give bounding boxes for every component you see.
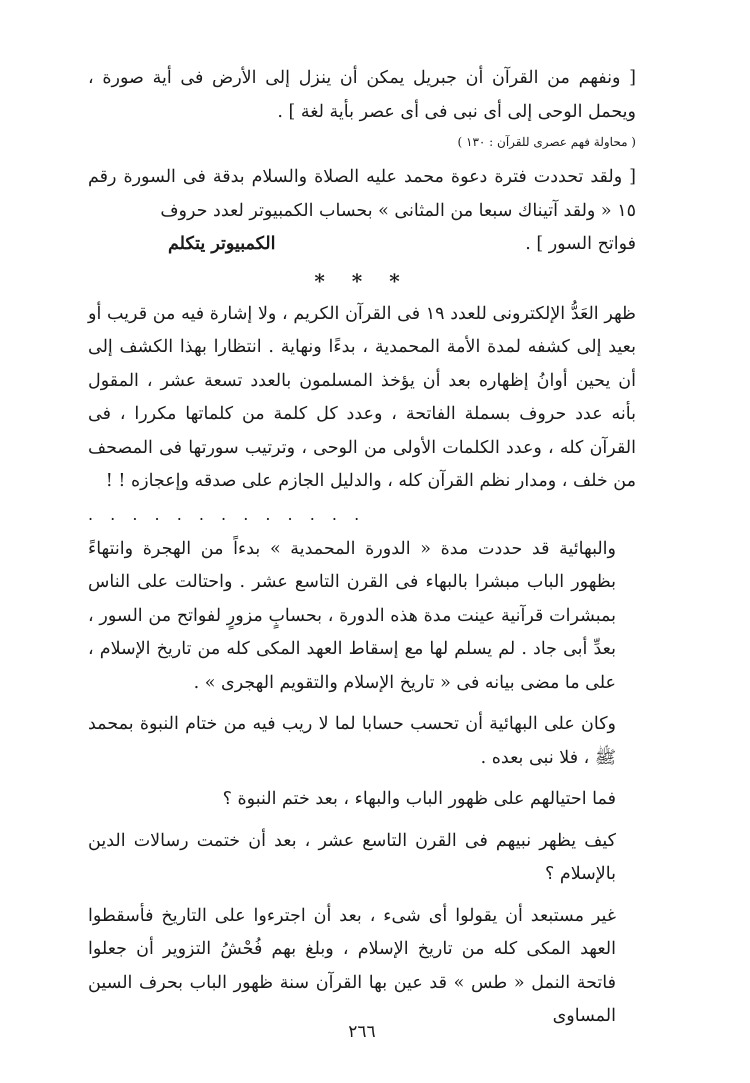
quote-paragraph-1: [ ونفهم من القرآن أن جبريل يمكن أن ينزل إلى الأرض فى أية صورة ، ويحمل الوحى إلى أى نبى فى أى عصر بأية لغة ] . (88, 68, 636, 122)
quote-paragraph-2-last-line (88, 228, 636, 262)
body-paragraph-2: والبهائية قد حددت مدة « الدورة المحمدية » بدءاً من الهجرة وانتهاءً بظهور الباب مبشرا بالبهاء فى القرن التاسع عشر . واحتالت على الناس بمبشرات قرآنية عينت مدة هذه الدورة ، بحسابٍ مزورٍ لفواتح من السور ، بعدِّ أبى جاد . لم يسلم لها مع إسقاط العهد المكى كله من تاريخ الإسلام ، على ما مضى بيانه فى « تاريخ الإسلام والتقويم الهجرى » . (88, 538, 616, 693)
book-page (88, 62, 636, 1062)
page-number: ٢٦٦ (348, 1022, 376, 1042)
quote-paragraph-2-end: فواتح السور ] . (525, 234, 636, 254)
section-separator: * * * (314, 268, 410, 293)
body-paragraph-4: فما احتيالهم على ظهور الباب والبهاء ، بعد ختم النبوة ؟ (222, 789, 616, 809)
side-heading: الكمبيوتر يتكلم (168, 234, 276, 254)
body-paragraph-6: غير مستبعد أن يقولوا أى شىء ، بعد أن اجترءوا على التاريخ فأسقطوا العهد المكى كله من تاريخ الإسلام ، وبلغ بهم فُحْشُ التزوير أن جعلوا فاتحة النمل « طس » قد عين بها القرآن سنة ظهور الباب بحرف السين المساوى (88, 905, 616, 1026)
ellipsis-divider: . . . . . . . . . . . . . (88, 504, 366, 524)
quote-paragraph-2: [ ولقد تحددت فترة دعوة محمد عليه الصلاة والسلام بدقة فى السورة رقم ١٥ « ولقد آتيناك سبعا من المثانى » بحساب الكمبيوتر لعدد حروف (88, 167, 636, 221)
body-paragraph-1: ظهر العَدُّ الإلكترونى للعدد ١٩ فى القرآن الكريم ، ولا إشارة فيه من قريب أو بعيد إلى كشفه لمدة الأمة المحمدية ، بدءًا ونهاية . انتظارا بهذا الكشف إلى أن يحين أوانُ إظهاره بعد أن يؤخذ المسلمون بالعدد تسعة عشر ، المقول بأنه عدد حروف بسملة الفاتحة ، وعدد كل كلمة من كلماتها مكررا ، فى القرآن كله ، وعدد الكلمات الأولى من الوحى ، وترتيب سورتها فى المصحف من خلف ، ومدار نظم القرآن كله ، والدليل الجازم على صدقه وإعجازه ! ! (88, 303, 636, 491)
quote-source-note: ( محاولة فهم عصرى للقرآن : ١٣٠ ) (457, 135, 636, 149)
body-paragraph-5: كيف يظهر نبيهم فى القرن التاسع عشر ، بعد أن ختمت رسالات الدين بالإسلام ؟ (88, 830, 616, 884)
body-paragraph-3: وكان على البهائية أن تحسب حسابا لما لا ريب فيه من ختام النبوة بمحمد ﷺ ، فلا نبى بعده . (88, 714, 616, 768)
